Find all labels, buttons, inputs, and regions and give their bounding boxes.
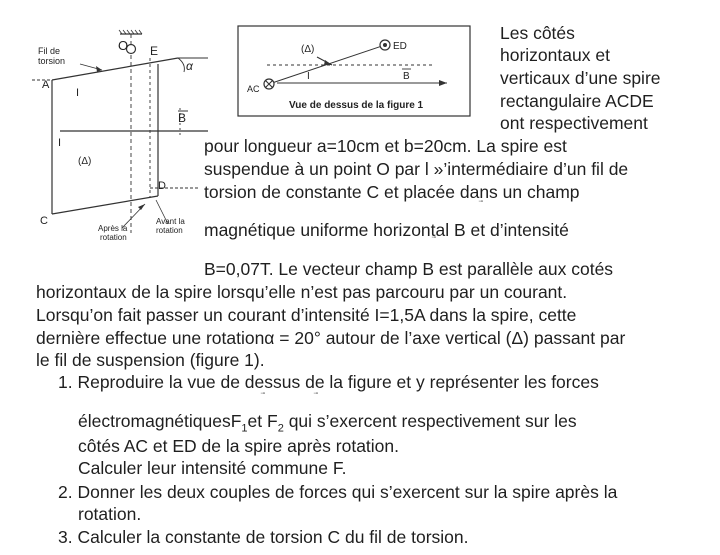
label-b-top-view: B xyxy=(403,71,410,82)
q1-post: qui s’exercent respectivement sur les xyxy=(283,411,577,431)
text-line-3: verticaux d’une spire xyxy=(500,68,661,88)
text-line-5: ont respectivement xyxy=(500,113,648,133)
question-1-line-3: côtés AC et ED de la spire après rotation. xyxy=(78,436,399,456)
label-i-top: I xyxy=(76,87,80,99)
text-line-2: horizontaux et xyxy=(500,45,610,65)
text-line-4: rectangulaire ACDE xyxy=(500,91,654,111)
label-b: B xyxy=(178,111,187,125)
label-delta: (Δ) xyxy=(78,156,92,167)
text-line-11: horizontaux de la spire lorsqu’elle n’est pas parcouru par un courant. xyxy=(36,282,568,302)
label-fil: Fil de xyxy=(38,46,61,56)
label-avant-1: Avant la xyxy=(156,217,185,226)
label-d: D xyxy=(158,180,166,192)
figure-2-caption: Vue de dessus de la figure 1 xyxy=(289,100,424,111)
q1-sub-2: 2 xyxy=(277,422,284,435)
label-o: O xyxy=(118,38,129,53)
text-line-8: torsion de constante C et placée dans un champ xyxy=(204,182,580,202)
text-line-6: pour longueur a=10cm et b=20cm. La spire est xyxy=(204,136,567,156)
label-torsion: torsion xyxy=(38,56,66,66)
text-line-7: suspendue à un point O par l »’intermédiaire d’un fil de xyxy=(204,159,629,179)
q1-sub-1: 1 xyxy=(241,422,248,435)
figure-2-top-view xyxy=(237,25,472,120)
text-line-9: magnétique uniforme horizontal B et d’intensité xyxy=(204,220,569,240)
question-2-line-2: rotation. xyxy=(78,504,142,524)
label-apres-2: rotation xyxy=(100,233,127,242)
text-line-14: le fil de suspension (figure 1). xyxy=(36,350,265,370)
label-e: E xyxy=(150,44,159,58)
text-line-10: B=0,07T. Le vecteur champ B est parallèle aux cotés xyxy=(204,259,614,279)
text-line-12: Lorsqu’on fait passer un courant d’intensité I=1,5A dans la spire, cette xyxy=(36,305,577,325)
figure-1-spire xyxy=(30,28,230,243)
label-ed: ED xyxy=(393,41,407,52)
question-1-line-1: 1. Reproduire la vue de dessus de la figure et y représenter les forces xyxy=(58,372,599,392)
q1-pre: électromagnétiquesF xyxy=(78,411,242,431)
label-delta-top: (Δ) xyxy=(301,44,315,55)
label-avant-2: rotation xyxy=(156,226,183,235)
q1-mid: et F xyxy=(247,411,278,431)
question-3: 3. Calculer la constante de torsion C du fil de torsion. xyxy=(58,527,469,547)
label-i-left: I xyxy=(58,137,62,149)
question-2-line-1: 2. Donner les deux couples de forces qui s’exercent sur la spire après la xyxy=(58,482,618,502)
label-a: A xyxy=(42,79,50,91)
label-alpha: α xyxy=(186,59,193,73)
label-i-top-view: I xyxy=(307,71,310,82)
label-ac: AC xyxy=(247,84,260,94)
label-apres-1: Après la xyxy=(98,224,128,233)
text-line-13: dernière effectue une rotationα = 20° autour de l’axe vertical (Δ) passant par xyxy=(36,328,626,348)
label-c: C xyxy=(40,215,48,227)
text-line-1: Les côtés xyxy=(500,23,575,43)
question-1-line-4: Calculer leur intensité commune F. xyxy=(78,458,347,478)
